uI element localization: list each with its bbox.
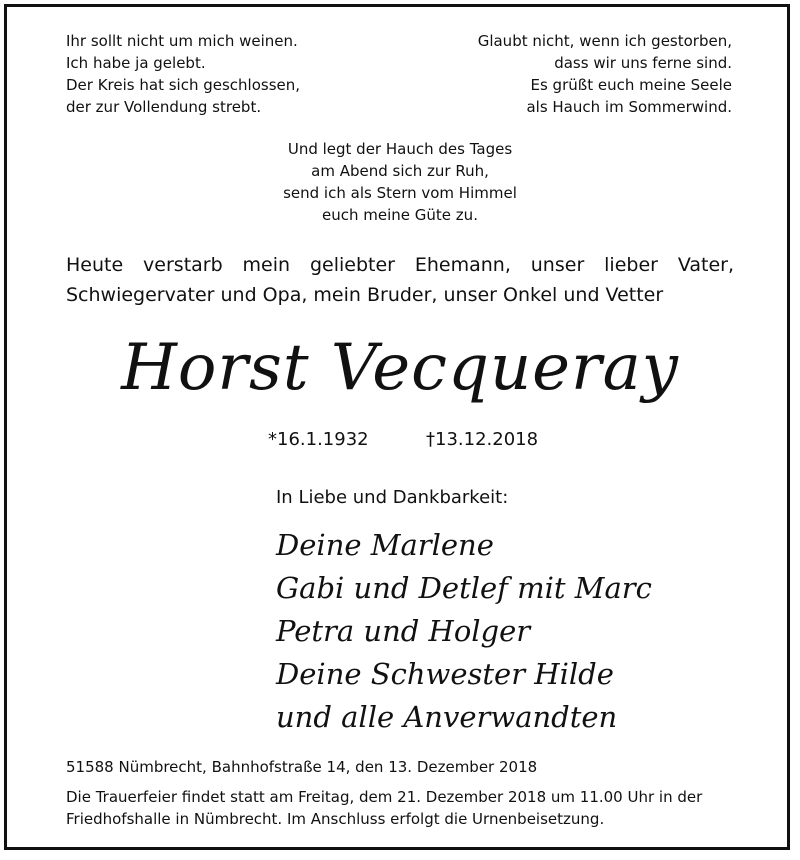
intro-text (66, 250, 734, 310)
intro-line: Schwiegervater und Opa, mein Bruder, unser Onkel und Vetter (66, 284, 664, 306)
poem-left-line: der zur Vollendung strebt. (66, 98, 262, 116)
poem-right-line: Glaubt nicht, wenn ich gestorben, (477, 32, 732, 50)
thanks-label: In Liebe und Dankbarkeit: (276, 487, 509, 508)
deceased-name: Horst Vecqueray (121, 331, 679, 405)
family-signatures (276, 524, 652, 739)
family-member: Petra und Holger (276, 614, 531, 648)
family-member: und alle Anverwandten (276, 700, 618, 734)
intro-line: Heute verstarb mein geliebter Ehemann, unser lieber Vater, (66, 254, 734, 276)
funeral-notice (66, 786, 756, 830)
poem-right (478, 30, 732, 118)
poem-right-line: dass wir uns ferne sind. (554, 54, 732, 72)
birth-date: *16.1.1932 (268, 429, 369, 450)
poem-right-line: Es grüßt euch meine Seele (530, 76, 732, 94)
poem-right-line: als Hauch im Sommerwind. (526, 98, 732, 116)
family-member: Deine Marlene (276, 528, 494, 562)
poem-center-line: Und legt der Hauch des Tages (287, 140, 513, 158)
poem-center-line: euch meine Güte zu. (322, 206, 478, 224)
poem-left-line: Der Kreis hat sich geschlossen, (66, 76, 301, 94)
poem-center-line: am Abend sich zur Ruh, (311, 162, 489, 180)
funeral-notice-line: Die Trauerfeier findet statt am Freitag, dem 21. Dezember 2018 um 11.00 Uhr in der (66, 788, 703, 806)
death-date: †13.12.2018 (426, 429, 539, 450)
family-member: Gabi und Detlef mit Marc (276, 571, 652, 605)
poem-center (0, 138, 800, 226)
family-member: Deine Schwester Hilde (276, 657, 614, 691)
poem-left (66, 30, 300, 118)
funeral-notice-line: Friedhofshalle in Nümbrecht. Im Anschluss erfolgt die Urnenbeisetzung. (66, 810, 605, 828)
poem-left-line: Ich habe ja gelebt. (66, 54, 206, 72)
address-line: 51588 Nümbrecht, Bahnhofstraße 14, den 13. Dezember 2018 (66, 758, 538, 776)
poem-center-line: send ich als Stern vom Himmel (283, 184, 517, 202)
poem-left-line: Ihr sollt nicht um mich weinen. (66, 32, 298, 50)
